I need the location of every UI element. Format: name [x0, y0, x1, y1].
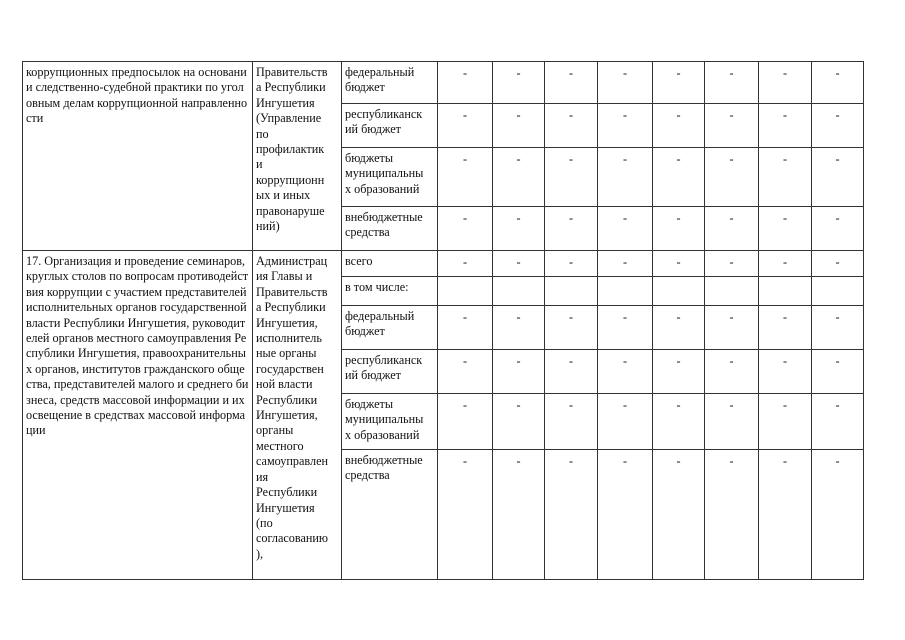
- amount-cell: -: [705, 450, 759, 580]
- amount-cell: -: [493, 104, 545, 148]
- amount-cell: -: [812, 450, 864, 580]
- funding-source: всего: [342, 251, 438, 277]
- amount-cell: -: [705, 350, 759, 394]
- amount-cell: -: [759, 62, 812, 104]
- amount-cell: -: [545, 104, 598, 148]
- amount-cell: -: [812, 148, 864, 207]
- amount-cell: -: [545, 148, 598, 207]
- amount-cell: -: [653, 148, 705, 207]
- funding-source: республиканск ий бюджет: [342, 104, 438, 148]
- amount-cell: [493, 277, 545, 306]
- executor-cell: Правительств а Республики Ингушетия (Управление по профилактик и коррупционн ых и иных правонаруше ний): [253, 62, 342, 251]
- amount-cell: -: [545, 350, 598, 394]
- amount-cell: -: [759, 104, 812, 148]
- amount-cell: -: [653, 104, 705, 148]
- amount-cell: -: [653, 350, 705, 394]
- funding-source: бюджеты муниципальны х образований: [342, 394, 438, 450]
- amount-cell: -: [653, 62, 705, 104]
- amount-cell: -: [705, 207, 759, 251]
- amount-cell: -: [545, 450, 598, 580]
- amount-cell: -: [705, 251, 759, 277]
- amount-cell: -: [653, 394, 705, 450]
- amount-cell: -: [812, 251, 864, 277]
- amount-cell: -: [545, 62, 598, 104]
- amount-cell: -: [812, 104, 864, 148]
- amount-cell: -: [812, 207, 864, 251]
- amount-cell: -: [493, 350, 545, 394]
- amount-cell: -: [598, 62, 653, 104]
- amount-cell: -: [493, 251, 545, 277]
- amount-cell: -: [438, 350, 493, 394]
- table-body: [23, 62, 864, 580]
- amount-cell: -: [759, 350, 812, 394]
- amount-cell: [545, 277, 598, 306]
- amount-cell: -: [598, 148, 653, 207]
- amount-cell: -: [812, 62, 864, 104]
- funding-source: бюджеты муниципальны х образований: [342, 148, 438, 207]
- amount-cell: [759, 277, 812, 306]
- funding-source: внебюджетные средства: [342, 207, 438, 251]
- amount-cell: -: [759, 450, 812, 580]
- amount-cell: -: [598, 450, 653, 580]
- measure-description: 17. Организация и проведение семинаров, круглых столов по вопросам противодействия коррупции с участием представителей исполнительных органов государственной власти Республики Ингушетия, руководителей органов местного самоуправления Республики Ингушетия, правоохранительных органов, институтов гражданского общества, представителей малого и среднего бизнеса, средств массовой информации и их освещение в средствах массовой информации: [23, 251, 253, 580]
- amount-cell: [438, 277, 493, 306]
- table-row: [23, 62, 864, 104]
- amount-cell: -: [598, 251, 653, 277]
- amount-cell: -: [493, 450, 545, 580]
- amount-cell: -: [545, 306, 598, 350]
- executor-cell: Администрац ия Главы и Правительств а Республики Ингушетия, исполнитель ные органы государствен ной власти Республики Ингушетия, органы местного самоуправлен ия Республики Ингушетия (по согласованию ),: [253, 251, 342, 580]
- amount-cell: -: [653, 251, 705, 277]
- funding-table: [22, 61, 864, 580]
- amount-cell: -: [759, 148, 812, 207]
- amount-cell: -: [598, 306, 653, 350]
- amount-cell: -: [812, 306, 864, 350]
- table-row: [23, 251, 864, 277]
- amount-cell: -: [438, 394, 493, 450]
- amount-cell: -: [545, 251, 598, 277]
- amount-cell: -: [438, 450, 493, 580]
- amount-cell: -: [653, 450, 705, 580]
- amount-cell: -: [493, 207, 545, 251]
- amount-cell: -: [812, 394, 864, 450]
- amount-cell: -: [705, 62, 759, 104]
- funding-source: республиканск ий бюджет: [342, 350, 438, 394]
- amount-cell: -: [493, 62, 545, 104]
- amount-cell: -: [653, 207, 705, 251]
- amount-cell: -: [598, 350, 653, 394]
- amount-cell: -: [759, 306, 812, 350]
- amount-cell: -: [493, 306, 545, 350]
- amount-cell: -: [438, 104, 493, 148]
- amount-cell: [705, 277, 759, 306]
- amount-cell: [653, 277, 705, 306]
- amount-cell: [598, 277, 653, 306]
- amount-cell: -: [438, 148, 493, 207]
- funding-source: внебюджетные средства: [342, 450, 438, 580]
- amount-cell: -: [812, 350, 864, 394]
- amount-cell: -: [759, 207, 812, 251]
- amount-cell: -: [438, 306, 493, 350]
- amount-cell: -: [653, 306, 705, 350]
- amount-cell: -: [705, 306, 759, 350]
- funding-source: в том числе:: [342, 277, 438, 306]
- amount-cell: -: [598, 394, 653, 450]
- amount-cell: -: [438, 62, 493, 104]
- amount-cell: -: [438, 251, 493, 277]
- amount-cell: -: [759, 394, 812, 450]
- amount-cell: -: [493, 394, 545, 450]
- measure-description: коррупционных предпосылок на основании следственно-судебной практики по уголовным делам коррупционной направленности: [23, 62, 253, 251]
- amount-cell: -: [438, 207, 493, 251]
- amount-cell: -: [598, 207, 653, 251]
- amount-cell: -: [545, 394, 598, 450]
- amount-cell: -: [705, 394, 759, 450]
- amount-cell: -: [705, 104, 759, 148]
- amount-cell: [812, 277, 864, 306]
- funding-source: федеральный бюджет: [342, 306, 438, 350]
- amount-cell: -: [545, 207, 598, 251]
- amount-cell: -: [759, 251, 812, 277]
- amount-cell: -: [493, 148, 545, 207]
- amount-cell: -: [705, 148, 759, 207]
- funding-source: федеральный бюджет: [342, 62, 438, 104]
- amount-cell: -: [598, 104, 653, 148]
